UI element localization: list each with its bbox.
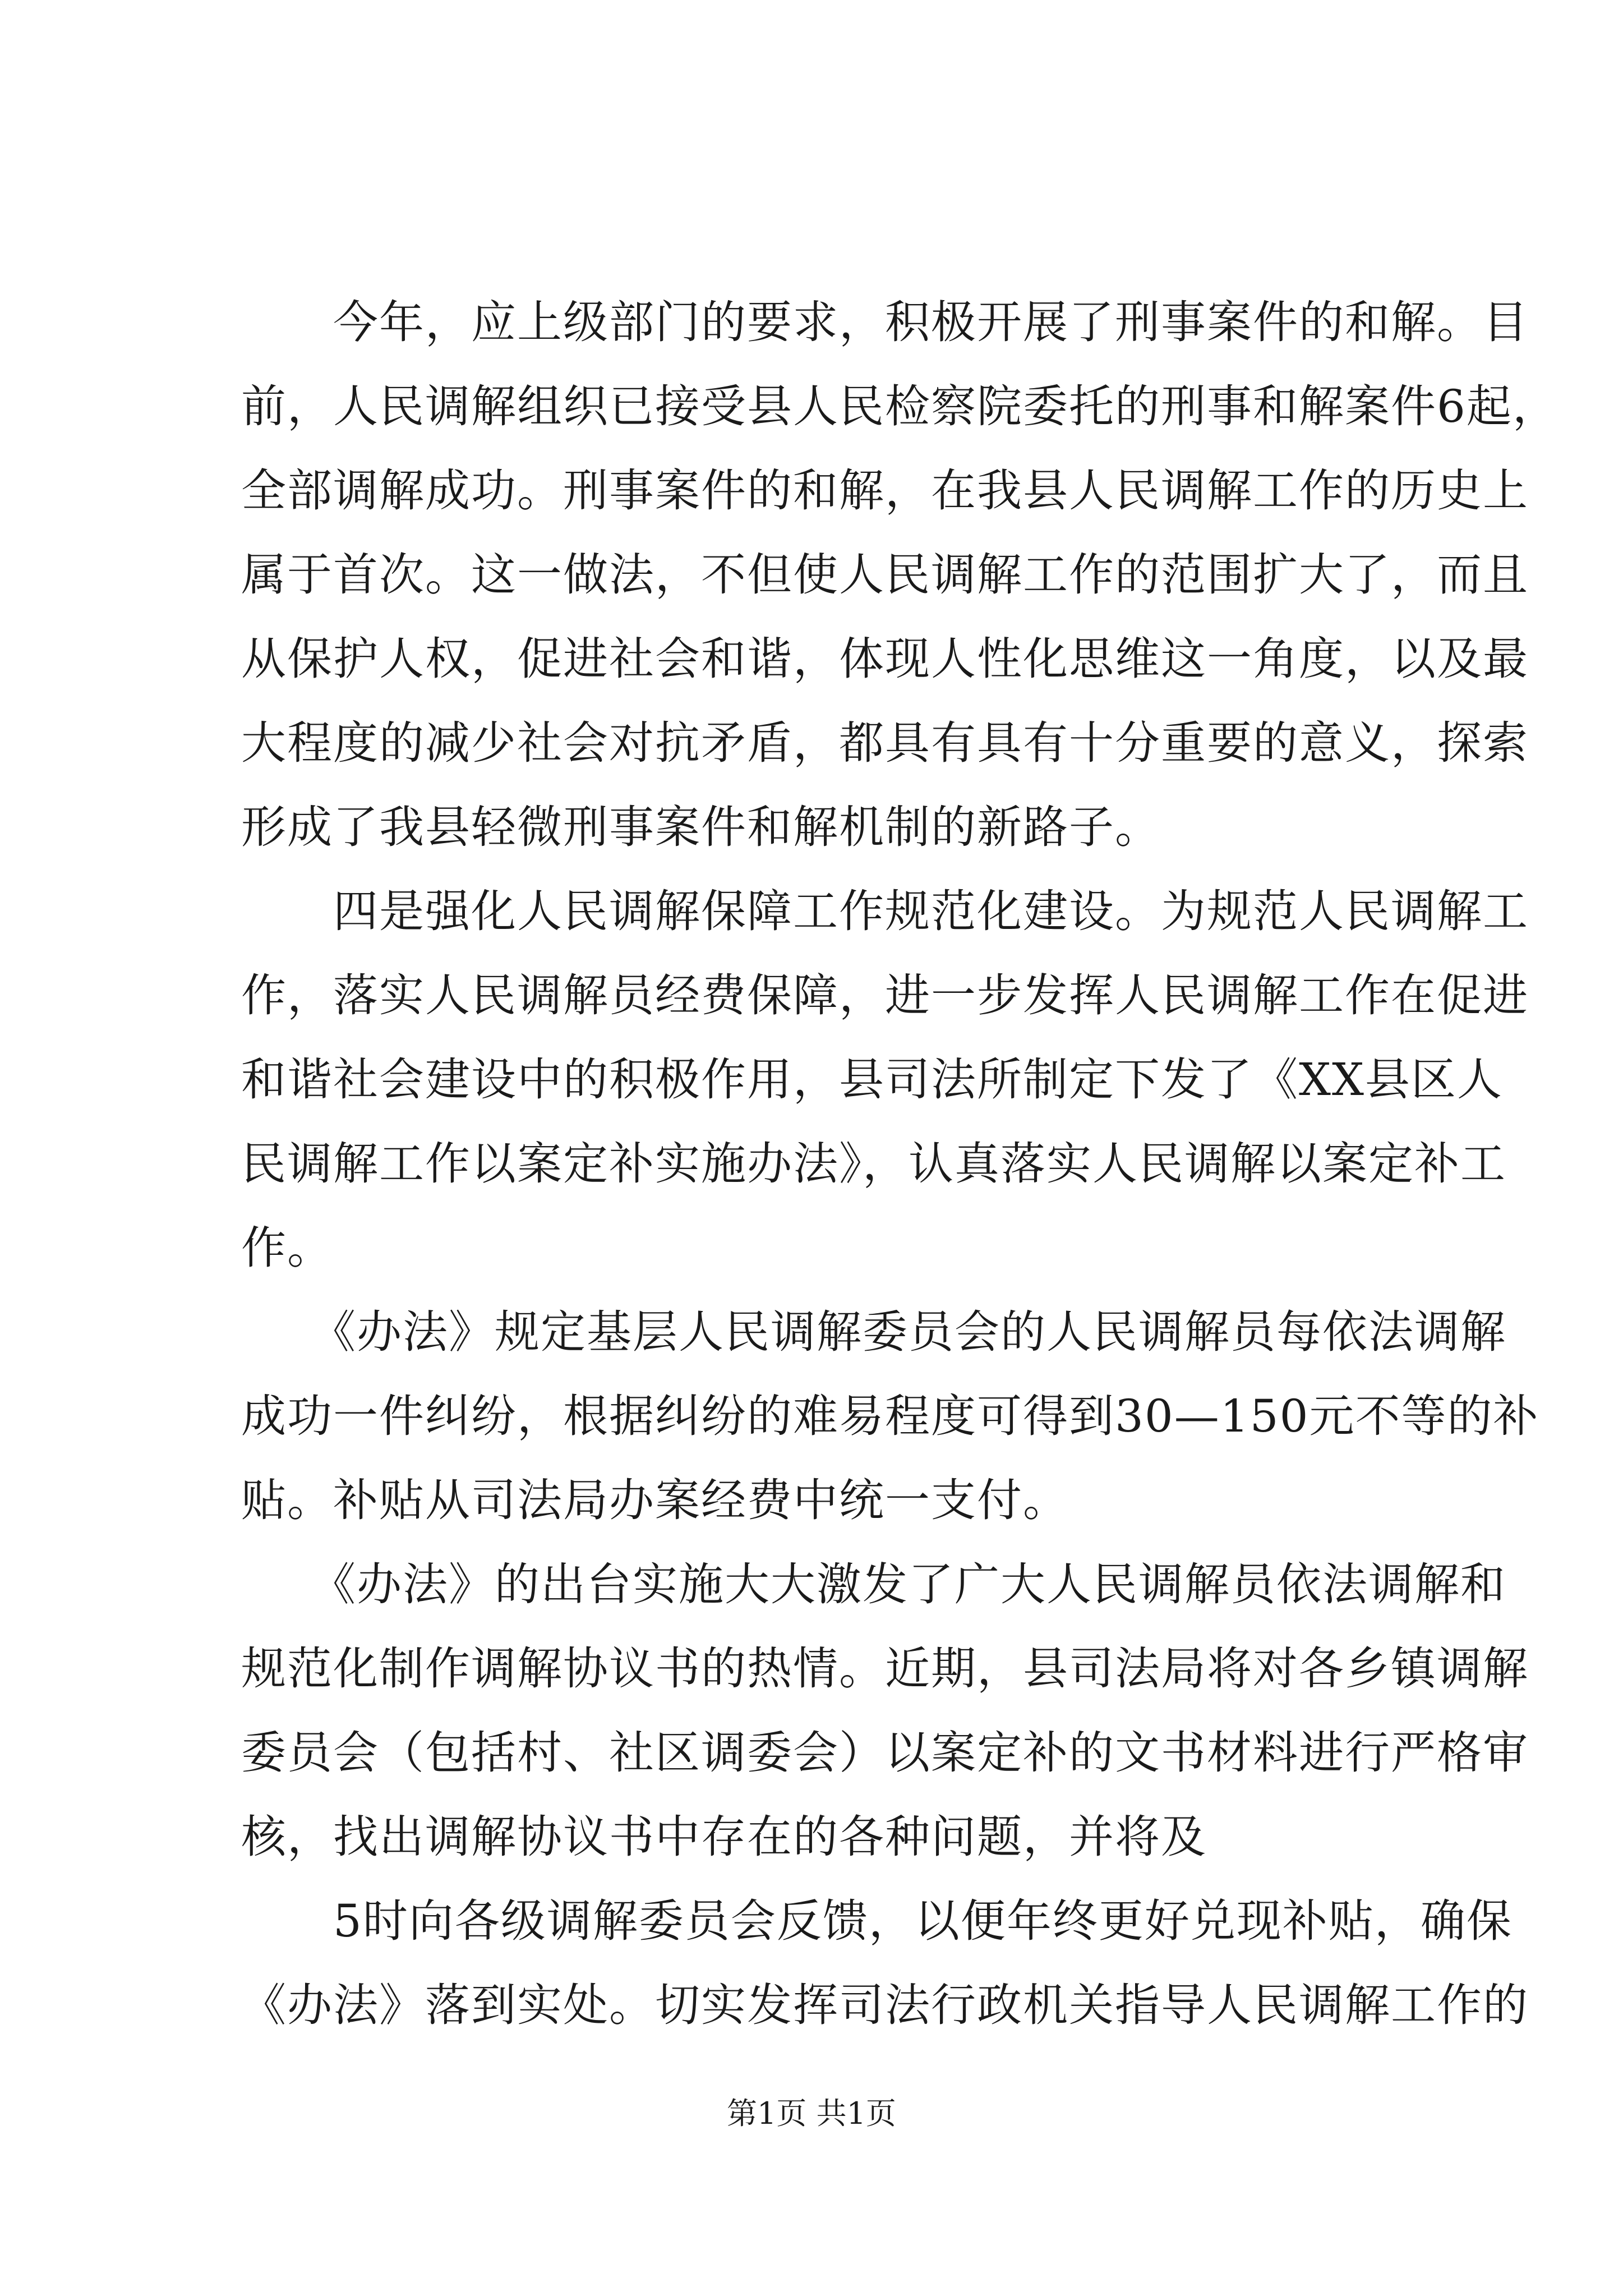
text-line: 民调解工作以案定补实施办法》，认真落实人民调解以案定补工	[241, 1138, 1506, 1190]
text-line: 作。	[241, 1222, 333, 1274]
text-line: 作，落实人民调解员经费保障，进一步发挥人民调解工作在促进	[241, 969, 1529, 1022]
text-line: 四是强化人民调解保障工作规范化建设。为规范人民调解工	[241, 885, 1529, 937]
text-line: 《办法》规定基层人民调解委员会的人民调解员每依法调解	[241, 1306, 1506, 1358]
text-line: 和谐社会建设中的积极作用，县司法所制定下发了《XX县区人	[241, 1053, 1503, 1106]
text-line: 大程度的减少社会对抗矛盾，都具有具有十分重要的意义，探索	[241, 717, 1529, 769]
text-line: 《办法》落到实处。切实发挥司法行政机关指导人民调解工作的	[241, 1979, 1529, 2031]
text-line: 从保护人权，促进社会和谐，体现人性化思维这一角度，以及最	[241, 633, 1529, 685]
text-line: 全部调解成功。刑事案件的和解，在我县人民调解工作的历史上	[241, 464, 1529, 517]
text-line: 《办法》的出台实施大大激发了广大人民调解员依法调解和	[241, 1558, 1506, 1611]
text-line: 成功一件纠纷，根据纠纷的难易程度可得到30—150元不等的补	[241, 1390, 1539, 1442]
text-line: 今年，应上级部门的要求，积极开展了刑事案件的和解。目	[241, 296, 1529, 348]
text-line: 贴。补贴从司法局办案经费中统一支付。	[241, 1474, 1069, 1526]
text-line: 形成了我县轻微刑事案件和解机制的新路子。	[241, 801, 1161, 853]
text-line: 5时向各级调解委员会反馈，以便年终更好兑现补贴，确保	[241, 1895, 1513, 1947]
page-number-footer: 第1页 共1页	[727, 2096, 896, 2131]
text-line: 委员会（包括村、社区调委会）以案定补的文书材料进行严格审	[241, 1727, 1529, 1779]
text-line: 核，找出调解协议书中存在的各种问题，并将及	[241, 1811, 1207, 1863]
text-line: 规范化制作调解协议书的热情。近期，县司法局将对各乡镇调解	[241, 1642, 1529, 1695]
text-line: 属于首次。这一做法，不但使人民调解工作的范围扩大了，而且	[241, 549, 1529, 601]
text-line: 前，人民调解组织已接受县人民检察院委托的刑事和解案件6起，	[241, 380, 1559, 432]
